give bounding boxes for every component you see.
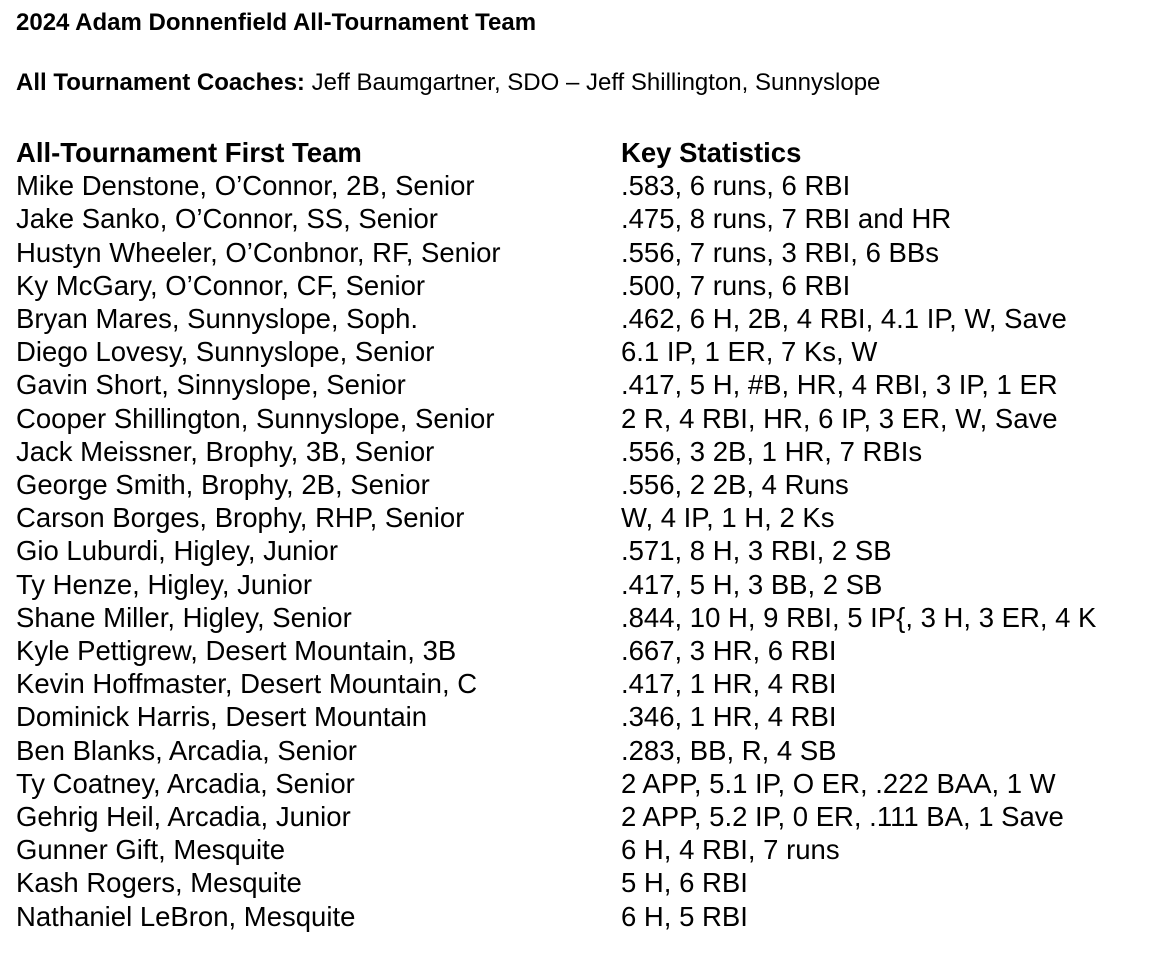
page-title: 2024 Adam Donnenfield All-Tournament Team bbox=[16, 9, 537, 36]
player-cell: Carson Borges, Brophy, RHP, Senior bbox=[16, 502, 465, 534]
document bbox=[16, 8, 1136, 933]
coaches-line bbox=[16, 68, 1136, 98]
player-cell: Mike Denstone, O’Connor, 2B, Senior bbox=[16, 170, 475, 202]
table-row bbox=[16, 667, 1136, 700]
stats-cell: .417, 5 H, 3 BB, 2 SB bbox=[621, 568, 883, 600]
stats-cell: 2 R, 4 RBI, HR, 6 IP, 3 ER, W, Save bbox=[621, 402, 1058, 434]
player-cell: Gavin Short, Sinnyslope, Senior bbox=[16, 369, 406, 401]
table-row bbox=[16, 601, 1136, 634]
table-row bbox=[16, 534, 1136, 567]
table-body bbox=[16, 169, 1136, 933]
stats-cell: .417, 5 H, #B, HR, 4 RBI, 3 IP, 1 ER bbox=[621, 369, 1058, 401]
stats-cell: .346, 1 HR, 4 RBI bbox=[621, 701, 837, 733]
player-cell: Bryan Mares, Sunnyslope, Soph. bbox=[16, 303, 419, 335]
table-row bbox=[16, 767, 1136, 800]
stats-cell: .844, 10 H, 9 RBI, 5 IP{, 3 H, 3 ER, 4 K bbox=[621, 601, 1097, 633]
column-header-player: All-Tournament First Team bbox=[16, 137, 362, 168]
table-row bbox=[16, 169, 1136, 202]
stats-cell: .462, 6 H, 2B, 4 RBI, 4.1 IP, W, Save bbox=[621, 303, 1067, 335]
player-cell: Jake Sanko, O’Connor, SS, Senior bbox=[16, 203, 438, 235]
stats-cell: .556, 7 runs, 3 RBI, 6 BBs bbox=[621, 236, 939, 268]
stats-cell: .667, 3 HR, 6 RBI bbox=[621, 635, 837, 667]
player-cell: Gehrig Heil, Arcadia, Junior bbox=[16, 801, 351, 833]
table-row bbox=[16, 833, 1136, 866]
stats-cell: .556, 3 2B, 1 HR, 7 RBIs bbox=[621, 435, 923, 467]
player-cell: Gio Luburdi, Higley, Junior bbox=[16, 535, 339, 567]
table-row bbox=[16, 302, 1136, 335]
stats-cell: 6.1 IP, 1 ER, 7 Ks, W bbox=[621, 336, 878, 368]
stats-cell: .500, 7 runs, 6 RBI bbox=[621, 269, 851, 301]
coaches-value: Jeff Baumgartner, SDO – Jeff Shillington, Sunnyslope bbox=[304, 69, 881, 96]
table-row bbox=[16, 435, 1136, 468]
table-row bbox=[16, 501, 1136, 534]
stats-cell: .571, 8 H, 3 RBI, 2 SB bbox=[621, 535, 892, 567]
table-row bbox=[16, 269, 1136, 302]
player-cell: Ty Coatney, Arcadia, Senior bbox=[16, 767, 355, 799]
stats-cell: 6 H, 4 RBI, 7 runs bbox=[621, 834, 840, 866]
table-row bbox=[16, 236, 1136, 269]
player-cell: Ty Henze, Higley, Junior bbox=[16, 568, 313, 600]
stats-cell: .475, 8 runs, 7 RBI and HR bbox=[621, 203, 952, 235]
table-row bbox=[16, 468, 1136, 501]
player-cell: George Smith, Brophy, 2B, Senior bbox=[16, 469, 430, 501]
table-row bbox=[16, 368, 1136, 401]
stats-cell: 6 H, 5 RBI bbox=[621, 900, 748, 932]
table-header-row bbox=[16, 136, 1136, 169]
player-cell: Ben Blanks, Arcadia, Senior bbox=[16, 734, 357, 766]
player-cell: Jack Meissner, Brophy, 3B, Senior bbox=[16, 435, 435, 467]
stats-cell: 2 APP, 5.2 IP, 0 ER, .111 BA, 1 Save bbox=[621, 801, 1064, 833]
player-cell: Gunner Gift, Mesquite bbox=[16, 834, 286, 866]
player-cell: Ky McGary, O’Connor, CF, Senior bbox=[16, 269, 426, 301]
table-row bbox=[16, 900, 1136, 933]
player-cell: Cooper Shillington, Sunnyslope, Senior bbox=[16, 402, 495, 434]
column-header-stats: Key Statistics bbox=[621, 137, 802, 168]
table-row bbox=[16, 202, 1136, 235]
player-cell: Kyle Pettigrew, Desert Mountain, 3B bbox=[16, 635, 457, 667]
table-row bbox=[16, 634, 1136, 667]
player-cell: Shane Miller, Higley, Senior bbox=[16, 601, 352, 633]
table-row bbox=[16, 800, 1136, 833]
table-row bbox=[16, 866, 1136, 899]
table-row bbox=[16, 402, 1136, 435]
stats-cell: .556, 2 2B, 4 Runs bbox=[621, 469, 849, 501]
stats-cell: .283, BB, R, 4 SB bbox=[621, 734, 837, 766]
stats-cell: 5 H, 6 RBI bbox=[621, 867, 748, 899]
table-row bbox=[16, 335, 1136, 368]
stats-cell: .417, 1 HR, 4 RBI bbox=[621, 668, 837, 700]
table-row bbox=[16, 734, 1136, 767]
table-row bbox=[16, 568, 1136, 601]
player-cell: Kash Rogers, Mesquite bbox=[16, 867, 302, 899]
player-cell: Dominick Harris, Desert Mountain bbox=[16, 701, 428, 733]
player-cell: Kevin Hoffmaster, Desert Mountain, C bbox=[16, 668, 478, 700]
player-cell: Nathaniel LeBron, Mesquite bbox=[16, 900, 356, 932]
all-tournament-table bbox=[16, 136, 1136, 933]
stats-cell: 2 APP, 5.1 IP, O ER, .222 BAA, 1 W bbox=[621, 767, 1056, 799]
stats-cell: .583, 6 runs, 6 RBI bbox=[621, 170, 851, 202]
coaches-label: All Tournament Coaches: bbox=[16, 69, 305, 96]
player-cell: Hustyn Wheeler, O’Conbnor, RF, Senior bbox=[16, 236, 501, 268]
table-row bbox=[16, 700, 1136, 733]
stats-cell: W, 4 IP, 1 H, 2 Ks bbox=[621, 502, 835, 534]
player-cell: Diego Lovesy, Sunnyslope, Senior bbox=[16, 336, 435, 368]
